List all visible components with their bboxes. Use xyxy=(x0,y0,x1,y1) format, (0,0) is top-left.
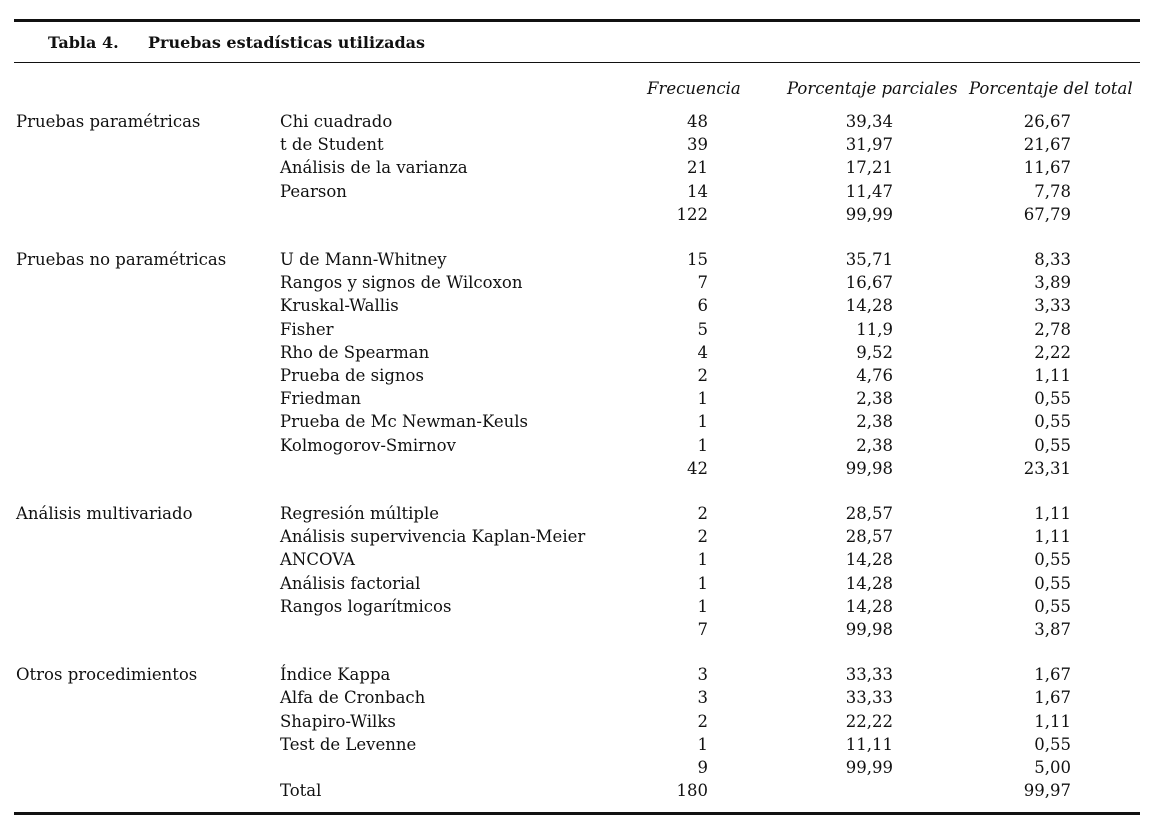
total-percent-cell: 0,55 xyxy=(1034,574,1071,593)
table-row xyxy=(0,387,1153,410)
frequency-cell: 48 xyxy=(687,112,708,131)
frequency-cell: 7 xyxy=(697,273,708,292)
test-name: U de Mann-Whitney xyxy=(280,250,447,269)
frequency-cell: 3 xyxy=(697,688,708,707)
table-row xyxy=(0,663,1153,686)
table-row xyxy=(0,686,1153,709)
test-name: Pearson xyxy=(280,182,347,201)
total-percent-cell: 99,97 xyxy=(1023,781,1071,800)
total-percent-cell: 2,22 xyxy=(1034,343,1071,362)
frequency-cell: 1 xyxy=(697,574,708,593)
table-row xyxy=(0,756,1153,779)
total-percent-cell: 0,55 xyxy=(1034,735,1071,754)
total-percent-cell: 67,79 xyxy=(1023,205,1071,224)
partial-percent-cell: 33,33 xyxy=(845,665,893,684)
table-row xyxy=(0,548,1153,571)
frequency-cell: 2 xyxy=(697,504,708,523)
total-percent-cell: 26,67 xyxy=(1023,112,1071,131)
frequency-cell: 2 xyxy=(697,712,708,731)
partial-percent-cell: 99,99 xyxy=(845,205,893,224)
partial-percent-cell: 33,33 xyxy=(845,688,893,707)
partial-percent-cell: 14,28 xyxy=(845,574,893,593)
table-row xyxy=(0,248,1153,271)
frequency-cell: 2 xyxy=(697,527,708,546)
table-row xyxy=(0,294,1153,317)
frequency-cell: 6 xyxy=(697,296,708,315)
table-row xyxy=(0,364,1153,387)
partial-percent-cell: 14,28 xyxy=(845,597,893,616)
partial-percent-cell: 11,47 xyxy=(845,182,893,201)
table-row xyxy=(0,271,1153,294)
partial-percent-cell: 28,57 xyxy=(845,527,893,546)
test-name: Kolmogorov-Smirnov xyxy=(280,436,456,455)
partial-percent-cell: 4,76 xyxy=(856,366,893,385)
table-row xyxy=(0,502,1153,525)
partial-percent-cell: 2,38 xyxy=(856,389,893,408)
partial-percent-cell: 22,22 xyxy=(845,712,893,731)
test-name: Fisher xyxy=(280,320,334,339)
test-name: Test de Levenne xyxy=(280,735,417,754)
partial-percent-cell: 99,98 xyxy=(845,459,893,478)
table-row xyxy=(0,156,1153,179)
column-header-frequency: Frecuencia xyxy=(647,79,741,98)
total-percent-cell: 3,33 xyxy=(1034,296,1071,315)
test-name: Índice Kappa xyxy=(280,665,391,684)
frequency-cell: 180 xyxy=(676,781,708,800)
table-row xyxy=(0,133,1153,156)
frequency-cell: 1 xyxy=(697,550,708,569)
total-percent-cell: 21,67 xyxy=(1023,135,1071,154)
total-percent-cell: 8,33 xyxy=(1034,250,1071,269)
partial-percent-cell: 35,71 xyxy=(845,250,893,269)
total-percent-cell: 5,00 xyxy=(1034,758,1071,777)
frequency-cell: 1 xyxy=(697,389,708,408)
partial-percent-cell: 2,38 xyxy=(856,436,893,455)
frequency-cell: 14 xyxy=(687,182,708,201)
frequency-cell: 122 xyxy=(676,205,708,224)
table-row xyxy=(0,710,1153,733)
frequency-cell: 7 xyxy=(697,620,708,639)
frequency-cell: 21 xyxy=(687,158,708,177)
partial-percent-cell: 17,21 xyxy=(845,158,893,177)
total-percent-cell: 1,11 xyxy=(1034,366,1071,385)
test-name: Rangos y signos de Wilcoxon xyxy=(280,273,523,292)
table-row xyxy=(0,434,1153,457)
test-name: Kruskal-Wallis xyxy=(280,296,399,315)
table-row xyxy=(0,410,1153,433)
group-label: Pruebas paramétricas xyxy=(16,112,201,131)
frequency-cell: 1 xyxy=(697,597,708,616)
total-percent-cell: 3,87 xyxy=(1034,620,1071,639)
frequency-cell: 9 xyxy=(697,758,708,777)
test-name: Análisis de la varianza xyxy=(280,158,468,177)
partial-percent-cell: 2,38 xyxy=(856,412,893,431)
total-percent-cell: 11,67 xyxy=(1023,158,1071,177)
frequency-cell: 3 xyxy=(697,665,708,684)
partial-percent-cell: 39,34 xyxy=(845,112,893,131)
partial-percent-cell: 99,99 xyxy=(845,758,893,777)
test-name: Rho de Spearman xyxy=(280,343,430,362)
test-name: Análisis supervivencia Kaplan-Meier xyxy=(280,527,586,546)
test-name: Chi cuadrado xyxy=(280,112,393,131)
test-name: Alfa de Cronbach xyxy=(280,688,426,707)
total-percent-cell: 0,55 xyxy=(1034,550,1071,569)
table-row xyxy=(0,318,1153,341)
table-row xyxy=(0,203,1153,226)
total-percent-cell: 23,31 xyxy=(1023,459,1071,478)
partial-percent-cell: 28,57 xyxy=(845,504,893,523)
total-percent-cell: 0,55 xyxy=(1034,412,1071,431)
bottom-rule xyxy=(14,812,1140,815)
frequency-cell: 1 xyxy=(697,735,708,754)
test-name: Friedman xyxy=(280,389,362,408)
column-header-total-percent: Porcentaje del total xyxy=(969,79,1133,98)
test-name: Rangos logarítmicos xyxy=(280,597,452,616)
partial-percent-cell: 11,11 xyxy=(845,735,893,754)
table-row xyxy=(0,618,1153,641)
table-number: Tabla 4. xyxy=(48,33,119,52)
column-header-partial-percent: Porcentaje parciales xyxy=(787,79,958,98)
frequency-cell: 39 xyxy=(687,135,708,154)
test-name: t de Student xyxy=(280,135,384,154)
group-label: Otros procedimientos xyxy=(16,665,198,684)
partial-percent-cell: 16,67 xyxy=(845,273,893,292)
total-percent-cell: 0,55 xyxy=(1034,389,1071,408)
total-percent-cell: 0,55 xyxy=(1034,597,1071,616)
table-row xyxy=(0,341,1153,364)
table-row xyxy=(0,595,1153,618)
test-name: Total xyxy=(280,781,322,800)
total-percent-cell: 1,11 xyxy=(1034,504,1071,523)
total-percent-cell: 7,78 xyxy=(1034,182,1071,201)
table-title: Pruebas estadísticas utilizadas xyxy=(148,33,426,52)
table-row xyxy=(0,733,1153,756)
test-name: Regresión múltiple xyxy=(280,504,440,523)
frequency-cell: 1 xyxy=(697,436,708,455)
partial-percent-cell: 14,28 xyxy=(845,296,893,315)
partial-percent-cell: 99,98 xyxy=(845,620,893,639)
frequency-cell: 4 xyxy=(697,343,708,362)
test-name: Prueba de Mc Newman-Keuls xyxy=(280,412,529,431)
table-row xyxy=(0,180,1153,203)
total-percent-cell: 1,11 xyxy=(1034,712,1071,731)
total-percent-cell: 1,67 xyxy=(1034,665,1071,684)
total-percent-cell: 0,55 xyxy=(1034,436,1071,455)
partial-percent-cell: 31,97 xyxy=(845,135,893,154)
partial-percent-cell: 14,28 xyxy=(845,550,893,569)
test-name: Análisis factorial xyxy=(280,574,421,593)
partial-percent-cell: 9,52 xyxy=(856,343,893,362)
frequency-cell: 42 xyxy=(687,459,708,478)
total-percent-cell: 2,78 xyxy=(1034,320,1071,339)
total-percent-cell: 1,11 xyxy=(1034,527,1071,546)
group-label: Pruebas no paramétricas xyxy=(16,250,227,269)
frequency-cell: 5 xyxy=(697,320,708,339)
group-label: Análisis multivariado xyxy=(16,504,193,523)
test-name: ANCOVA xyxy=(280,550,355,569)
table-row xyxy=(0,110,1153,133)
table-row xyxy=(0,572,1153,595)
partial-percent-cell: 11,9 xyxy=(856,320,893,339)
test-name: Prueba de signos xyxy=(280,366,424,385)
table-row xyxy=(0,457,1153,480)
table-row xyxy=(0,525,1153,548)
frequency-cell: 15 xyxy=(687,250,708,269)
total-percent-cell: 1,67 xyxy=(1034,688,1071,707)
total-percent-cell: 3,89 xyxy=(1034,273,1071,292)
table-row xyxy=(0,779,1153,802)
test-name: Shapiro-Wilks xyxy=(280,712,396,731)
frequency-cell: 2 xyxy=(697,366,708,385)
frequency-cell: 1 xyxy=(697,412,708,431)
